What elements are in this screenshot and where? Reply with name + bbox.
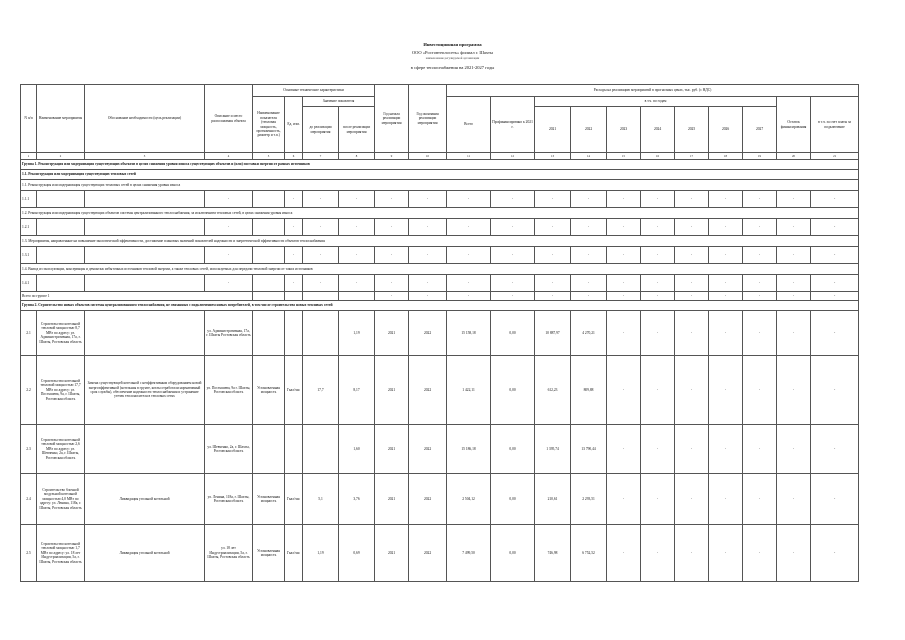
total-cell xyxy=(303,292,339,301)
measure-place: ул. Постышева, 9а г. Шахты, Ростовская область xyxy=(205,356,253,425)
column-number: 12 xyxy=(491,153,535,160)
cost-later-year: - xyxy=(743,425,777,474)
cost-later-year: - xyxy=(675,474,709,525)
table-cell: - xyxy=(743,275,777,292)
table-cell: - xyxy=(777,219,811,236)
cost-later-year: - xyxy=(709,525,743,582)
measure-reason: Замена существующей котельной с неэффективным оборудованием новой энергоэффективной (котельная в грунте, котлы отработали нормативный срок службы), обеспечение надежности теплоснабжения и устранение утечек теплоносителя в тепловых сетях xyxy=(85,356,205,425)
section-group-2: Группа 2. Строительство новых объектов системы централизованного теплоснабжения, не связанных с подключением новых потребителей, в том числе строительство новых тепловых сетей xyxy=(21,301,859,311)
table-cell: - xyxy=(447,219,491,236)
program-period: в сфере теплоснабжения на 2021-2027 годы xyxy=(410,65,495,70)
table-cell xyxy=(253,219,285,236)
document-title: Инвестиционная программа xyxy=(423,42,482,47)
col-header-start-year: Год начала реализации мероприятия xyxy=(375,85,409,153)
measure-place: ул. 18 лет Индустриализации, 5а, г. Шахты, Ростовская область xyxy=(205,525,253,582)
cost-connection-fee: - xyxy=(811,474,859,525)
total-cell xyxy=(253,292,285,301)
table-cell xyxy=(85,275,205,292)
table-cell: - xyxy=(811,247,859,264)
indicator: Установленная мощность xyxy=(253,525,285,582)
col-header-after: после реализации мероприятия xyxy=(339,107,375,153)
total-cell: - xyxy=(743,292,777,301)
value-before xyxy=(303,311,339,356)
value-after: 1,60 xyxy=(339,425,375,474)
measure-reason xyxy=(85,311,205,356)
empty-row xyxy=(21,247,859,264)
total-cell: - xyxy=(675,292,709,301)
table-cell: - xyxy=(409,275,447,292)
col-header-indicator: Наименование показателя (тепловая мощность, протяженность, диаметр и т.п.) xyxy=(253,97,285,153)
value-before xyxy=(303,425,339,474)
cost-rest: - xyxy=(777,474,811,525)
measure-name: Строительство котельной тепловой мощностью 1,7 МВт по адресу: ул. 18 лет Индустриализации, 5а, г. Шахты, Ростовская область xyxy=(37,525,85,582)
table-cell: - xyxy=(675,191,709,208)
table-cell: - xyxy=(375,219,409,236)
cost-later-year: - xyxy=(641,356,675,425)
measure-place: ул. Ленина, 118а, г. Шахты, Ростовская область xyxy=(205,474,253,525)
table-cell: - xyxy=(491,247,535,264)
row-code: 1.4.1 xyxy=(21,275,37,292)
cost-later-year: - xyxy=(607,425,641,474)
empty-row xyxy=(21,275,859,292)
table-cell: - xyxy=(303,191,339,208)
cost-later-year: - xyxy=(641,525,675,582)
year-end: 2022 xyxy=(409,356,447,425)
total-cell: - xyxy=(709,292,743,301)
measure-name: Строительство котельной тепловой мощностью 17,7 МВт по адресу: ул. Постышева, 9а, г. Шахты, Ростовская область xyxy=(37,356,85,425)
table-cell: - xyxy=(641,247,675,264)
section-1-1: 1.1. Реконструкция или модернизация существующих тепловых сетей xyxy=(21,170,859,180)
col-header-name: Наименование мероприятия xyxy=(37,85,85,153)
table-cell: - xyxy=(675,275,709,292)
cost-total: 7 499,50 xyxy=(447,525,491,582)
cost-2021: 612,23 xyxy=(535,356,571,425)
column-number: 11 xyxy=(447,153,491,160)
total-cell: - xyxy=(641,292,675,301)
year-end: 2022 xyxy=(409,474,447,525)
total-cell: - xyxy=(811,292,859,301)
column-number: 1 xyxy=(21,153,37,160)
unit: Гкал/час xyxy=(285,474,303,525)
cost-rest: - xyxy=(777,356,811,425)
table-cell: - xyxy=(339,247,375,264)
column-number: 18 xyxy=(709,153,743,160)
cost-2022: 13 790,44 xyxy=(571,425,607,474)
value-after: 3,76 xyxy=(339,474,375,525)
table-cell: - xyxy=(303,247,339,264)
cost-total: 1 422,11 xyxy=(447,356,491,425)
col-group-finance: Расходы на реализацию мероприятий в прогнозных ценах, тыс. руб. (с НДС) xyxy=(447,85,859,97)
table-cell: - xyxy=(709,219,743,236)
column-number: 5 xyxy=(253,153,285,160)
cost-2021: 746,98 xyxy=(535,525,571,582)
measure-place: ул. Шевченко, 2а, г. Шахты, Ростовская область xyxy=(205,425,253,474)
cost-financed: 0,00 xyxy=(491,525,535,582)
measure-reason: Ликвидация угольной котельной xyxy=(85,525,205,582)
indicator: Установленная мощность xyxy=(253,356,285,425)
cost-2021: 210,61 xyxy=(535,474,571,525)
table-cell: - xyxy=(571,275,607,292)
table-cell: - xyxy=(339,219,375,236)
table-cell xyxy=(85,219,205,236)
column-number: 16 xyxy=(641,153,675,160)
col-header-rest: Остаток финансирования xyxy=(777,97,811,153)
table-cell xyxy=(253,275,285,292)
total-cell: - xyxy=(535,292,571,301)
table-cell: - xyxy=(285,191,303,208)
cost-later-year: - xyxy=(675,311,709,356)
cost-later-year: - xyxy=(607,525,641,582)
cost-later-year: - xyxy=(675,356,709,425)
cost-later-year: - xyxy=(743,356,777,425)
column-number: 19 xyxy=(743,153,777,160)
measure-name: Строительство блочной модульной котельной мощностью 4,0 МВт по адресу: ул. Ленина, 118а, г. Шахты, Ростовская область xyxy=(37,474,85,525)
table-cell: - xyxy=(675,247,709,264)
table-cell: - xyxy=(811,275,859,292)
row-number: 2.1 xyxy=(21,311,37,356)
table-cell xyxy=(85,247,205,264)
unit: Гкал/час xyxy=(285,525,303,582)
indicator: Установленная мощность xyxy=(253,474,285,525)
table-cell xyxy=(253,247,285,264)
table-cell: - xyxy=(491,191,535,208)
table-cell: - xyxy=(607,191,641,208)
measure-place: ул. Административная, 17а, г. Шахты Ростовская область xyxy=(205,311,253,356)
group-1-total-row xyxy=(21,292,859,301)
table-cell: - xyxy=(571,191,607,208)
indicator xyxy=(253,311,285,356)
table-cell: - xyxy=(641,275,675,292)
table-cell: - xyxy=(535,219,571,236)
table-cell: - xyxy=(607,219,641,236)
table-cell: - xyxy=(777,247,811,264)
table-cell: - xyxy=(675,219,709,236)
table-cell: - xyxy=(641,219,675,236)
col-header-year-2022: 2022 xyxy=(571,107,607,153)
cost-connection-fee: - xyxy=(811,425,859,474)
subsection-1-2: 1.2. Реконструкция или модернизация существующих объектов системы централизованного теплоснабжения, за исключением тепловых сетей, в целях снижения уровня износа xyxy=(21,208,859,219)
column-number: 9 xyxy=(375,153,409,160)
table-cell xyxy=(37,219,85,236)
column-number: 20 xyxy=(777,153,811,160)
indicator xyxy=(253,425,285,474)
cost-later-year: - xyxy=(743,474,777,525)
col-header-year-2024: 2024 xyxy=(641,107,675,153)
column-number: 7 xyxy=(303,153,339,160)
value-after: 0,69 xyxy=(339,525,375,582)
col-header-unit: Ед. изм. xyxy=(285,97,303,153)
total-cell xyxy=(285,292,303,301)
table-row xyxy=(21,474,859,525)
table-cell: - xyxy=(607,275,641,292)
table-cell: - xyxy=(375,247,409,264)
table-cell: - xyxy=(285,247,303,264)
table-cell xyxy=(85,191,205,208)
column-number: 2 xyxy=(37,153,85,160)
cost-connection-fee: - xyxy=(811,525,859,582)
table-cell: - xyxy=(743,191,777,208)
year-end: 2022 xyxy=(409,425,447,474)
table-cell: - xyxy=(409,219,447,236)
total-cell: - xyxy=(375,292,409,301)
table-cell: - xyxy=(777,191,811,208)
row-number: 2.3 xyxy=(21,425,37,474)
total-cell: - xyxy=(777,292,811,301)
col-header-year-2026: 2026 xyxy=(709,107,743,153)
subsection-1-1: 1.1. Реконструкция или модернизация существующих тепловых сетей в целях снижения уровня износа xyxy=(21,180,859,191)
table-cell: - xyxy=(777,275,811,292)
cost-2021: 10 887,97 xyxy=(535,311,571,356)
column-number: 10 xyxy=(409,153,447,160)
subsection-1-4: 1.4. Вывод из эксплуатации, консервация и демонтаж избыточных источников тепловой энергии, а также тепловых сетей, используемых для передачи тепловой энергии от таких источников xyxy=(21,264,859,275)
cost-2022: 2 293,51 xyxy=(571,474,607,525)
table-cell: - xyxy=(743,247,777,264)
row-code: 1.3.1 xyxy=(21,247,37,264)
measure-name: Строительство котельной тепловой мощностью 2,6 МВт по адресу: ул. Шевченко, 2а, г. Шахты, Ростовская область xyxy=(37,425,85,474)
row-code: 1.1.1 xyxy=(21,191,37,208)
table-cell: - xyxy=(205,219,253,236)
unit: Гкал/час xyxy=(285,356,303,425)
column-number: 4 xyxy=(205,153,253,160)
year-end: 2022 xyxy=(409,525,447,582)
table-cell: - xyxy=(339,275,375,292)
row-code: 1.2.1 xyxy=(21,219,37,236)
table-row xyxy=(21,356,859,425)
value-before: 5,1 xyxy=(303,474,339,525)
table-cell: - xyxy=(205,275,253,292)
year-start: 2021 xyxy=(375,474,409,525)
col-header-n: N п/п xyxy=(21,85,37,153)
table-cell: - xyxy=(607,247,641,264)
col-header-before: до реализации мероприятия xyxy=(303,107,339,153)
table-cell: - xyxy=(409,247,447,264)
cost-later-year: - xyxy=(607,474,641,525)
cost-financed: 0,00 xyxy=(491,356,535,425)
cost-rest: - xyxy=(777,311,811,356)
cost-later-year: - xyxy=(607,356,641,425)
table-cell: - xyxy=(641,191,675,208)
section-group-1: Группа 1. Реконструкция или модернизация существующих объектов в целях снижения уровня износа существующих объектов и (или) поставки энергии от разных источников xyxy=(21,160,859,170)
table-row xyxy=(21,425,859,474)
table-cell: - xyxy=(709,191,743,208)
table-cell: - xyxy=(709,275,743,292)
investment-program-table xyxy=(20,84,859,582)
table-cell: - xyxy=(811,219,859,236)
cost-later-year: - xyxy=(709,356,743,425)
cost-2022: 6 752,52 xyxy=(571,525,607,582)
cost-financed: 0,00 xyxy=(491,425,535,474)
cost-connection-fee: - xyxy=(811,356,859,425)
cost-later-year: - xyxy=(709,425,743,474)
column-number: 17 xyxy=(675,153,709,160)
measure-reason: Ликвидация угольной котельной xyxy=(85,474,205,525)
table-cell: - xyxy=(447,247,491,264)
subsection-1-3: 1.3. Мероприятия, направленные на повышение экологической эффективности, достижение плановых значений показателей надежности и энергетической эффективности объектов теплоснабжения xyxy=(21,236,859,247)
table-cell: - xyxy=(535,247,571,264)
cost-connection-fee: - xyxy=(811,311,859,356)
col-header-reason: Обоснование необходимости (цель реализации) xyxy=(85,85,205,153)
total-cell: - xyxy=(447,292,491,301)
cost-later-year: - xyxy=(709,311,743,356)
table-cell: - xyxy=(535,275,571,292)
table-cell: - xyxy=(491,275,535,292)
table-cell: - xyxy=(491,219,535,236)
measure-reason xyxy=(85,425,205,474)
table-cell: - xyxy=(447,191,491,208)
column-number: 14 xyxy=(571,153,607,160)
cost-later-year: - xyxy=(641,311,675,356)
cost-later-year: - xyxy=(743,311,777,356)
year-start: 2021 xyxy=(375,311,409,356)
column-number: 6 xyxy=(285,153,303,160)
table-cell xyxy=(37,247,85,264)
col-header-year-2025: 2025 xyxy=(675,107,709,153)
col-header-year-2021: 2021 xyxy=(535,107,571,153)
col-header-year-2023: 2023 xyxy=(607,107,641,153)
col-header-year-2027: 2027 xyxy=(743,107,777,153)
table-cell: - xyxy=(205,247,253,264)
cost-2022: 4 270,21 xyxy=(571,311,607,356)
cost-total: 2 504,12 xyxy=(447,474,491,525)
table-cell: - xyxy=(571,219,607,236)
cost-rest: - xyxy=(777,425,811,474)
table-cell: - xyxy=(375,275,409,292)
measure-name: Строительство котельной тепловой мощностью 8,7 МВт по адресу: ул. Административная, 17а, г. Шахты, Ростовская область xyxy=(37,311,85,356)
total-cell: - xyxy=(409,292,447,301)
empty-row xyxy=(21,191,859,208)
table-cell: - xyxy=(285,219,303,236)
col-group-years: в т.ч. по годам xyxy=(535,97,777,107)
company-name: ООО «Ростовтеплосеть» филиал г. Шахты xyxy=(411,50,494,55)
table-cell: - xyxy=(303,219,339,236)
cost-2022: 809,88 xyxy=(571,356,607,425)
table-cell: - xyxy=(811,191,859,208)
total-cell: - xyxy=(607,292,641,301)
column-number: 21 xyxy=(811,153,859,160)
table-cell: - xyxy=(409,191,447,208)
value-after: 8,17 xyxy=(339,356,375,425)
cost-later-year: - xyxy=(709,474,743,525)
col-header-place: Описание и место расположения объекта xyxy=(205,85,253,153)
table-cell: - xyxy=(339,191,375,208)
total-cell xyxy=(339,292,375,301)
row-number: 2.5 xyxy=(21,525,37,582)
cost-later-year: - xyxy=(641,474,675,525)
table-cell: - xyxy=(375,191,409,208)
cost-financed: 0,00 xyxy=(491,311,535,356)
value-before: 17,7 xyxy=(303,356,339,425)
table-cell: - xyxy=(205,191,253,208)
table-cell: - xyxy=(743,219,777,236)
total-cell: - xyxy=(491,292,535,301)
table-cell: - xyxy=(303,275,339,292)
col-header-financed: Профинансировано к 2021 г. xyxy=(491,97,535,153)
year-start: 2021 xyxy=(375,425,409,474)
cost-later-year: - xyxy=(607,311,641,356)
cost-2021: 1 395,74 xyxy=(535,425,571,474)
col-header-fee: в т.ч. за счет платы за подключение xyxy=(811,97,859,153)
col-header-end-year: Год окончания реализации мероприятия xyxy=(409,85,447,153)
col-group-tech: Основные технические характеристики xyxy=(253,85,375,97)
table-cell: - xyxy=(709,247,743,264)
table-cell: - xyxy=(571,247,607,264)
column-number: 8 xyxy=(339,153,375,160)
year-start: 2021 xyxy=(375,356,409,425)
table-cell: - xyxy=(285,275,303,292)
column-number: 15 xyxy=(607,153,641,160)
value-after: 1,19 xyxy=(339,311,375,356)
cost-rest: - xyxy=(777,525,811,582)
cost-financed: 0,00 xyxy=(491,474,535,525)
col-group-values: Значение показателя xyxy=(303,97,375,107)
table-cell xyxy=(37,191,85,208)
table-cell: - xyxy=(535,191,571,208)
cost-later-year: - xyxy=(641,425,675,474)
total-cell: - xyxy=(571,292,607,301)
column-number: 3 xyxy=(85,153,205,160)
table-row xyxy=(21,525,859,582)
year-start: 2021 xyxy=(375,525,409,582)
row-number: 2.2 xyxy=(21,356,37,425)
table-body xyxy=(21,85,859,582)
table-cell xyxy=(37,275,85,292)
cost-later-year: - xyxy=(743,525,777,582)
col-header-total: Всего xyxy=(447,97,491,153)
total-label: Всего по группе 1 xyxy=(21,292,253,301)
year-end: 2022 xyxy=(409,311,447,356)
table-cell: - xyxy=(447,275,491,292)
cost-later-year: - xyxy=(675,525,709,582)
cost-total: 15 186,18 xyxy=(447,425,491,474)
empty-row xyxy=(21,219,859,236)
row-number: 2.4 xyxy=(21,474,37,525)
company-caption: наименование регулируемой организации xyxy=(425,56,480,60)
value-before: 1,19 xyxy=(303,525,339,582)
unit xyxy=(285,311,303,356)
column-number: 13 xyxy=(535,153,571,160)
table-row xyxy=(21,311,859,356)
column-number-row xyxy=(21,153,859,160)
cost-total: 15 158,18 xyxy=(447,311,491,356)
unit xyxy=(285,425,303,474)
table-cell xyxy=(253,191,285,208)
cost-later-year: - xyxy=(675,425,709,474)
